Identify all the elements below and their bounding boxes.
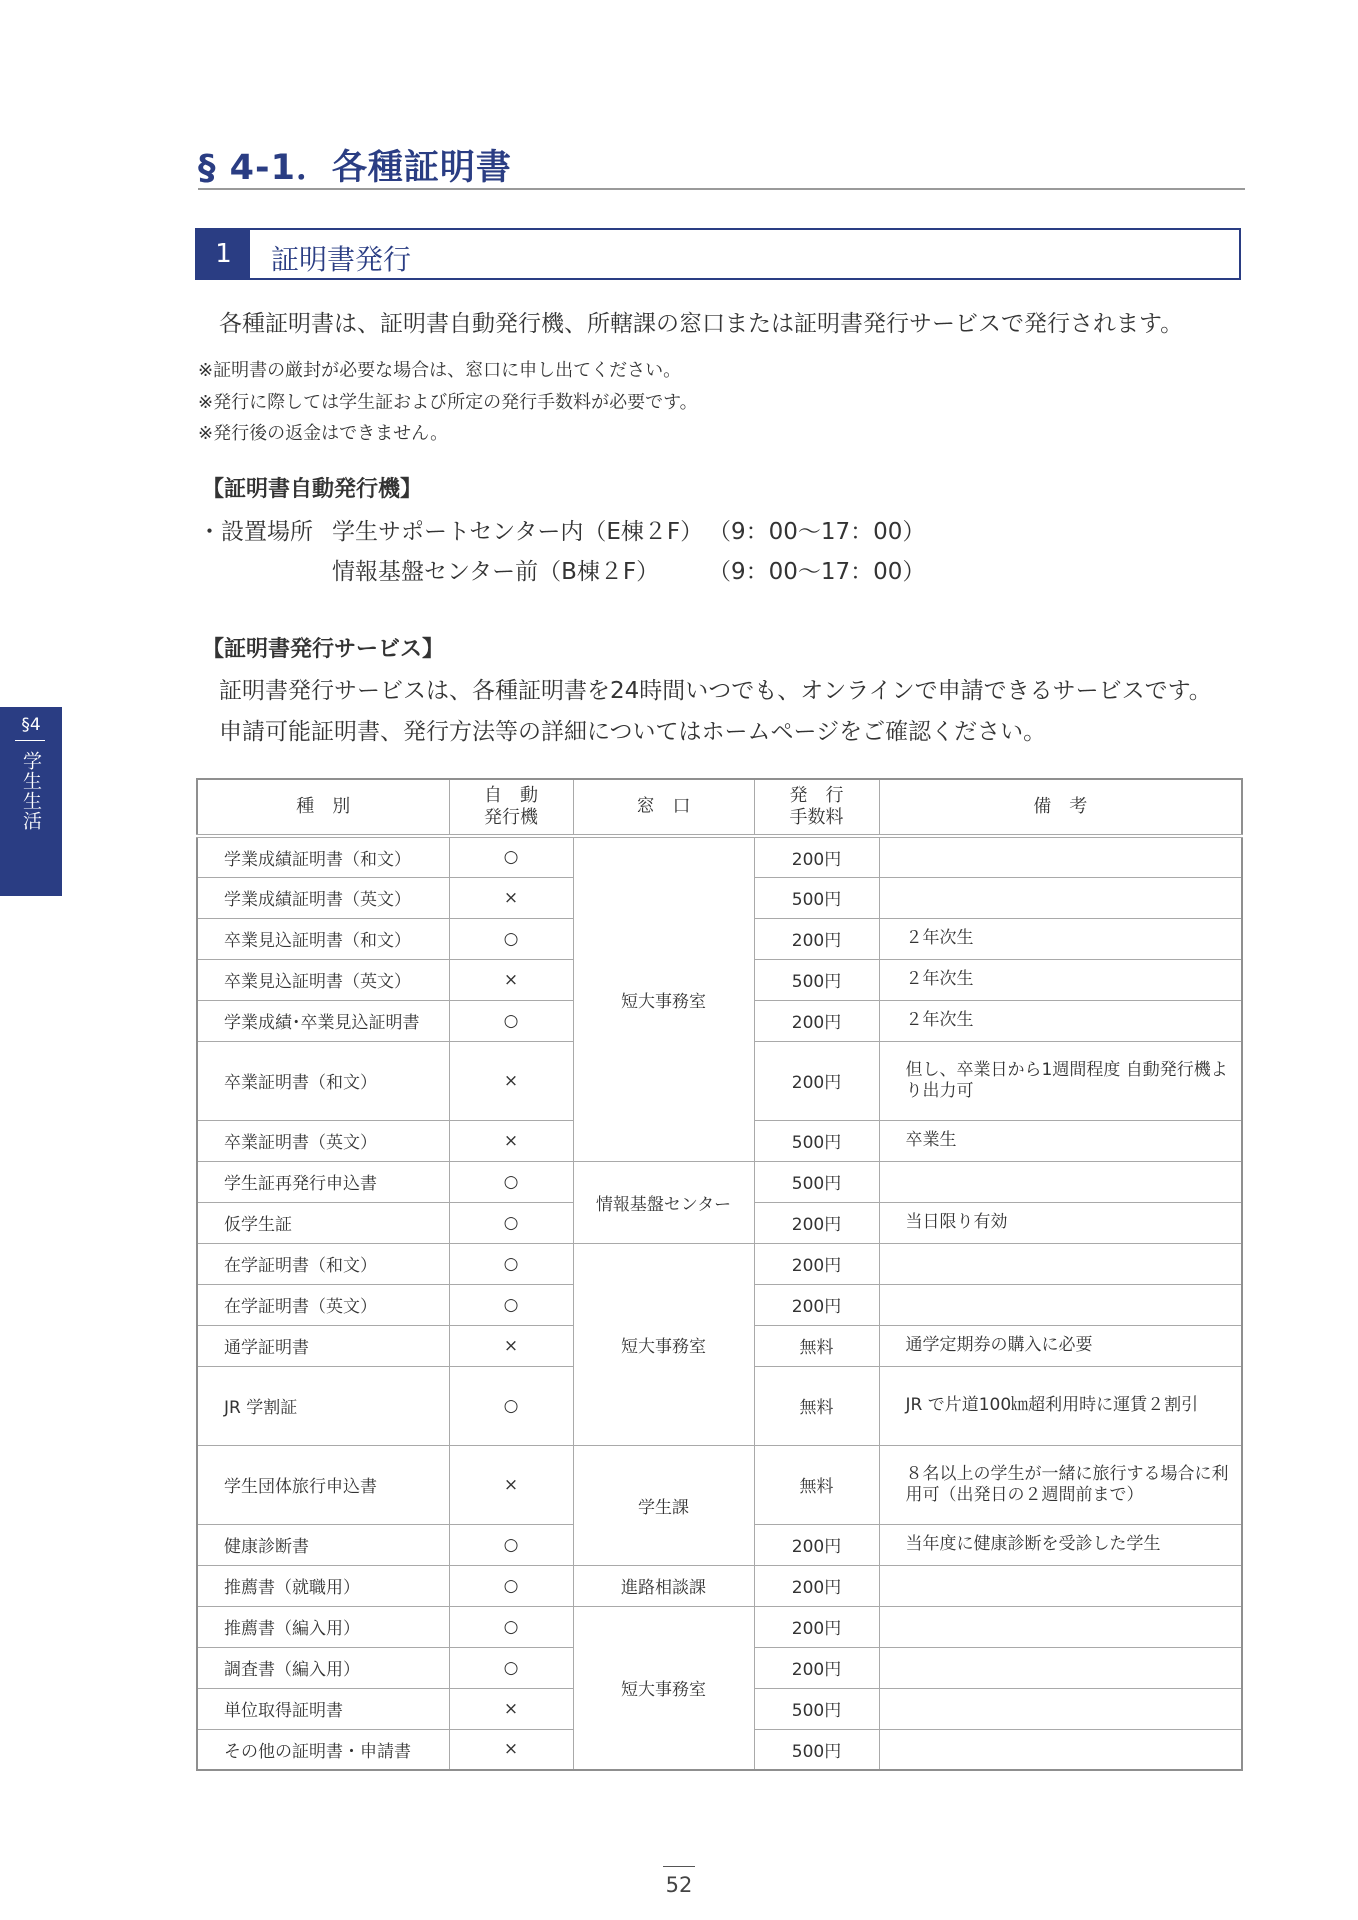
- cert-type-cell: 卒業見込証明書（英文）: [197, 959, 449, 1000]
- auto-issue-cell: ×: [449, 1445, 573, 1524]
- fee-cell: 無料: [754, 1366, 879, 1445]
- header-fee-line-1: 発 行: [789, 785, 844, 806]
- header-auto-line-1: 自 動: [484, 785, 538, 806]
- cert-type-cell: 学業成績証明書（英文）: [197, 877, 449, 918]
- remarks-cell: ２年次生: [879, 918, 1242, 959]
- fee-cell: 500円: [754, 877, 879, 918]
- fee-cell: 500円: [754, 959, 879, 1000]
- fee-cell: 200円: [754, 1243, 879, 1284]
- fee-cell: 500円: [754, 1729, 879, 1770]
- table-row: [197, 1606, 1242, 1647]
- cert-type-cell: その他の証明書・申請書: [197, 1729, 449, 1770]
- machine-place-1: 学生サポートセンター内（E棟２F）: [332, 519, 704, 545]
- intro-text: 各種証明書は、証明書自動発行機、所轄課の窓口または証明書発行サービスで発行されます。: [219, 311, 1184, 337]
- window-cell: 情報基盤センター: [573, 1161, 754, 1243]
- auto-issue-cell: ×: [449, 1120, 573, 1161]
- header-type: 種 別: [197, 779, 449, 836]
- auto-issue-cell: ○: [449, 1366, 573, 1445]
- cert-type-cell: 通学証明書: [197, 1325, 449, 1366]
- cert-type-cell: 推薦書（編入用）: [197, 1606, 449, 1647]
- fee-cell: 無料: [754, 1445, 879, 1524]
- page-number: 52: [665, 1873, 693, 1897]
- cert-type-cell: 学業成績･卒業見込証明書: [197, 1000, 449, 1041]
- header-remarks: 備 考: [879, 779, 1242, 836]
- auto-issue-cell: ○: [449, 918, 573, 959]
- side-tab-section: §4: [21, 715, 41, 735]
- table-row: [197, 1565, 1242, 1606]
- remarks-cell: 卒業生: [879, 1120, 1242, 1161]
- note-fee: ※発行に際しては学生証および所定の発行手数料が必要です。: [198, 392, 698, 413]
- table-row: [197, 836, 1242, 877]
- fee-cell: 500円: [754, 1120, 879, 1161]
- header-window: 窓 口: [573, 779, 754, 836]
- fee-cell: 200円: [754, 1284, 879, 1325]
- cert-type-cell: 在学証明書（英文）: [197, 1284, 449, 1325]
- auto-issue-cell: ○: [449, 1647, 573, 1688]
- subsection-title: 証明書発行: [271, 243, 412, 276]
- header-fee: [754, 779, 879, 836]
- remarks-cell: JR で片道100㎞超利用時に運賃２割引: [879, 1366, 1242, 1445]
- remarks-cell: [879, 1243, 1242, 1284]
- fee-cell: 200円: [754, 1202, 879, 1243]
- window-cell: 短大事務室: [573, 836, 754, 1161]
- auto-issue-cell: ×: [449, 1729, 573, 1770]
- auto-issue-cell: ×: [449, 1041, 573, 1120]
- cert-type-cell: 調査書（編入用）: [197, 1647, 449, 1688]
- side-tab-divider: [15, 740, 45, 741]
- remarks-cell: 但し、卒業日から1週間程度 自動発行機より出力可: [879, 1041, 1242, 1120]
- fee-cell: 500円: [754, 1688, 879, 1729]
- fee-cell: 200円: [754, 918, 879, 959]
- auto-issue-cell: ○: [449, 1202, 573, 1243]
- remarks-cell: [879, 877, 1242, 918]
- table-header-row: [197, 779, 1242, 836]
- header-auto-line-2: 発行機: [484, 807, 538, 828]
- auto-issue-cell: ○: [449, 1606, 573, 1647]
- machine-place-2: 情報基盤センター前（B棟２F）: [332, 559, 660, 585]
- remarks-cell: 当日限り有効: [879, 1202, 1242, 1243]
- remarks-cell: [879, 1284, 1242, 1325]
- auto-issue-cell: ○: [449, 1524, 573, 1565]
- subsection-header: [195, 228, 1241, 280]
- table-body: [197, 836, 1242, 1770]
- cert-type-cell: 在学証明書（和文）: [197, 1243, 449, 1284]
- cert-type-cell: 仮学生証: [197, 1202, 449, 1243]
- remarks-cell: [879, 1688, 1242, 1729]
- auto-issue-cell: ×: [449, 877, 573, 918]
- machine-hours-2: （9：00〜17：00）: [708, 559, 926, 585]
- certificate-table: [196, 778, 1243, 1771]
- subsection-number: 1: [197, 230, 250, 278]
- table-row: [197, 1445, 1242, 1524]
- auto-issue-cell: ○: [449, 836, 573, 877]
- remarks-cell: [879, 836, 1242, 877]
- cert-type-cell: 学生証再発行申込書: [197, 1161, 449, 1202]
- remarks-cell: [879, 1565, 1242, 1606]
- cert-type-cell: 推薦書（就職用）: [197, 1565, 449, 1606]
- header-fee-line-2: 手数料: [789, 807, 844, 828]
- cert-type-cell: JR 学割証: [197, 1366, 449, 1445]
- remarks-cell: ２年次生: [879, 1000, 1242, 1041]
- auto-issue-cell: ×: [449, 1688, 573, 1729]
- window-cell: 学生課: [573, 1445, 754, 1565]
- auto-issue-cell: ○: [449, 1243, 573, 1284]
- cert-type-cell: 学生団体旅行申込書: [197, 1445, 449, 1524]
- auto-issue-cell: ○: [449, 1161, 573, 1202]
- fee-cell: 200円: [754, 1041, 879, 1120]
- remarks-cell: [879, 1161, 1242, 1202]
- fee-cell: 無料: [754, 1325, 879, 1366]
- remarks-cell: [879, 1606, 1242, 1647]
- auto-issue-cell: ○: [449, 1284, 573, 1325]
- machine-location-label: ・設置場所: [198, 519, 313, 545]
- service-heading: 【証明書発行サービス】: [202, 637, 445, 662]
- section-title: § 4-1．各種証明書: [198, 148, 512, 188]
- remarks-cell: [879, 1647, 1242, 1688]
- fee-cell: 200円: [754, 1524, 879, 1565]
- fee-cell: 200円: [754, 1000, 879, 1041]
- remarks-cell: ８名以上の学生が一緒に旅行する場合に利用可（出発日の２週間前まで）: [879, 1445, 1242, 1524]
- window-cell: 短大事務室: [573, 1243, 754, 1445]
- service-line-2: 申請可能証明書、発行方法等の詳細についてはホームページをご確認ください。: [219, 719, 1047, 745]
- machine-hours-1: （9：00〜17：00）: [708, 519, 926, 545]
- side-tab-label: 学生生活: [20, 751, 42, 831]
- cert-type-cell: 学業成績証明書（和文）: [197, 836, 449, 877]
- fee-cell: 200円: [754, 1606, 879, 1647]
- title-divider: [198, 188, 1245, 190]
- remarks-cell: 当年度に健康診断を受診した学生: [879, 1524, 1242, 1565]
- service-line-1: 証明書発行サービスは、各種証明書を24時間いつでも、オンラインで申請できるサービスです。: [219, 678, 1212, 704]
- cert-type-cell: 健康診断書: [197, 1524, 449, 1565]
- table-row: [197, 1161, 1242, 1202]
- cert-type-cell: 単位取得証明書: [197, 1688, 449, 1729]
- auto-issue-cell: ○: [449, 1565, 573, 1606]
- window-cell: 短大事務室: [573, 1606, 754, 1770]
- page-number-rule: [663, 1866, 695, 1867]
- cert-type-cell: 卒業証明書（英文）: [197, 1120, 449, 1161]
- machine-heading: 【証明書自動発行機】: [202, 477, 423, 502]
- fee-cell: 200円: [754, 836, 879, 877]
- cert-type-cell: 卒業見込証明書（和文）: [197, 918, 449, 959]
- note-sealing: ※証明書の厳封が必要な場合は、窓口に申し出てください。: [198, 360, 682, 381]
- auto-issue-cell: ×: [449, 959, 573, 1000]
- remarks-cell: [879, 1729, 1242, 1770]
- remarks-cell: ２年次生: [879, 959, 1242, 1000]
- header-auto: [449, 779, 573, 836]
- note-refund: ※発行後の返金はできません。: [198, 423, 449, 444]
- auto-issue-cell: ○: [449, 1000, 573, 1041]
- cert-type-cell: 卒業証明書（和文）: [197, 1041, 449, 1120]
- table-row: [197, 1243, 1242, 1284]
- fee-cell: 200円: [754, 1565, 879, 1606]
- auto-issue-cell: ×: [449, 1325, 573, 1366]
- window-cell: 進路相談課: [573, 1565, 754, 1606]
- side-section-tab: [0, 707, 62, 896]
- fee-cell: 200円: [754, 1647, 879, 1688]
- remarks-cell: 通学定期券の購入に必要: [879, 1325, 1242, 1366]
- fee-cell: 500円: [754, 1161, 879, 1202]
